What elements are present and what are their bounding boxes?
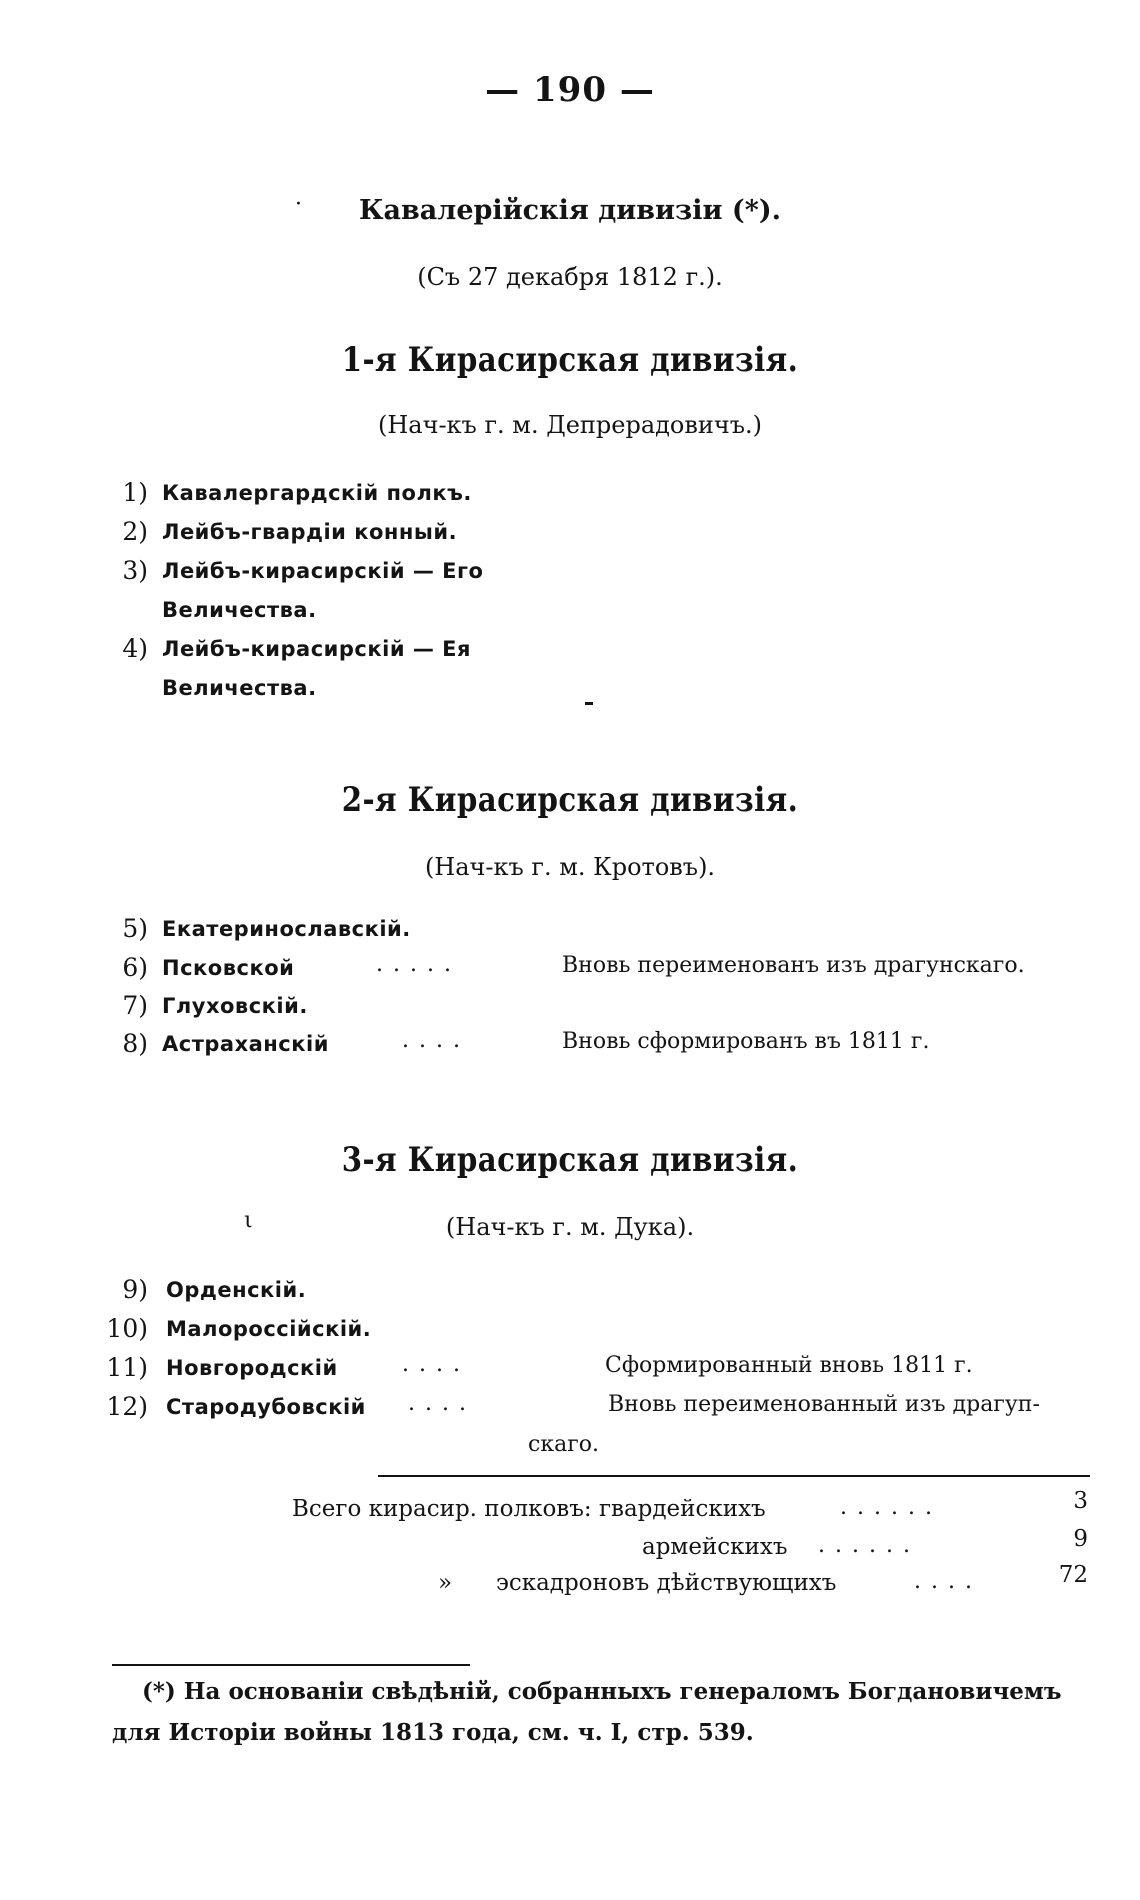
regiment-name: Екатеринославскій. (162, 917, 411, 941)
regiment-number: 11) (106, 1353, 148, 1382)
regiment-note-continuation: скаго. (528, 1432, 599, 1457)
regiment-name: Лейбъ-гвардіи конный. (162, 520, 458, 544)
regiment-name: Новгородскій (166, 1356, 338, 1380)
division-3-title: 3-я Кирасирская дивизія. (341, 1140, 799, 1180)
regiment-name: Глуховскій. (162, 994, 308, 1018)
total-value: 72 (1058, 1562, 1088, 1588)
leader-dots: .... (408, 1391, 476, 1416)
regiment-number: 2) (122, 517, 148, 546)
stray-dash (585, 702, 593, 705)
regiment-number: 6) (122, 953, 148, 982)
regiment-number: 4) (122, 634, 148, 663)
leader-dots: ...... (840, 1495, 942, 1520)
total-label: армейскихъ (642, 1534, 788, 1560)
total-label: Всего кирасир. полковъ: гвардейскихъ (292, 1496, 766, 1522)
leader-dots: .... (402, 1352, 470, 1377)
total-value: 3 (1073, 1488, 1088, 1514)
regiment-note: Вновь сформированъ въ 1811 г. (562, 1029, 930, 1054)
regiment-name: Лейбъ-кирасирскій — Его (162, 559, 484, 583)
leader-dots: ..... (376, 952, 461, 977)
regiment-number: 7) (122, 991, 148, 1020)
regiment-name: Малороссійскій. (166, 1317, 372, 1341)
stray-mark: · (295, 192, 302, 217)
leader-dots: .... (402, 1028, 470, 1053)
regiment-number: 9) (122, 1275, 148, 1304)
footnote-divider (112, 1664, 470, 1666)
division-1-commander: (Нач-къ г. м. Депрерадовичъ.) (377, 411, 763, 439)
total-label: » эскадроновъ дѣйствующихъ (438, 1570, 837, 1596)
regiment-note: Сформированный вновь 1811 г. (605, 1353, 973, 1378)
leader-dots: ...... (818, 1533, 920, 1558)
division-1-title: 1-я Кирасирская дивизія. (341, 340, 799, 380)
regiment-number: 10) (106, 1314, 148, 1343)
leader-dots: .... (914, 1569, 982, 1594)
regiment-name-continuation: Величества. (162, 676, 317, 700)
stray-mark: ι (244, 1208, 253, 1233)
regiment-number: 8) (122, 1029, 148, 1058)
footnote-line-2: для Исторіи войны 1813 года, см. ч. I, стр. 539. (112, 1719, 754, 1746)
regiment-name-continuation: Величества. (162, 598, 317, 622)
regiment-name: Орденскій. (166, 1278, 307, 1302)
regiment-number: 5) (122, 914, 148, 943)
footnote-line-1: (*) На основаніи свѣдѣній, собранныхъ генераломъ Богдановичемъ (142, 1678, 1062, 1705)
section-heading: Кавалерійскія дивизіи (*). (358, 195, 782, 226)
regiment-name: Кавалергардскій полкъ. (162, 481, 472, 505)
page-number: — 190 — (485, 70, 655, 110)
division-2-title: 2-я Кирасирская дивизія. (341, 780, 799, 820)
division-2-commander: (Нач-къ г. м. Кротовъ). (424, 853, 716, 881)
totals-divider (378, 1475, 1090, 1477)
regiment-note: Вновь переименованъ изъ драгунскаго. (562, 953, 1025, 978)
total-value: 9 (1073, 1526, 1088, 1552)
regiment-name: Астраханскій (162, 1032, 329, 1056)
regiment-name: Лейбъ-кирасирскій — Ея (162, 637, 471, 661)
regiment-note: Вновь переименованный изъ драгуп- (608, 1392, 1040, 1417)
regiment-name: Стародубовскій (166, 1395, 366, 1419)
regiment-number: 1) (122, 478, 148, 507)
section-date: (Съ 27 декабря 1812 г.). (417, 263, 723, 291)
regiment-name: Псковской (162, 956, 295, 980)
division-3-commander: (Нач-къ г. м. Дука). (445, 1213, 695, 1241)
regiment-number: 3) (122, 556, 148, 585)
regiment-number: 12) (106, 1392, 148, 1421)
